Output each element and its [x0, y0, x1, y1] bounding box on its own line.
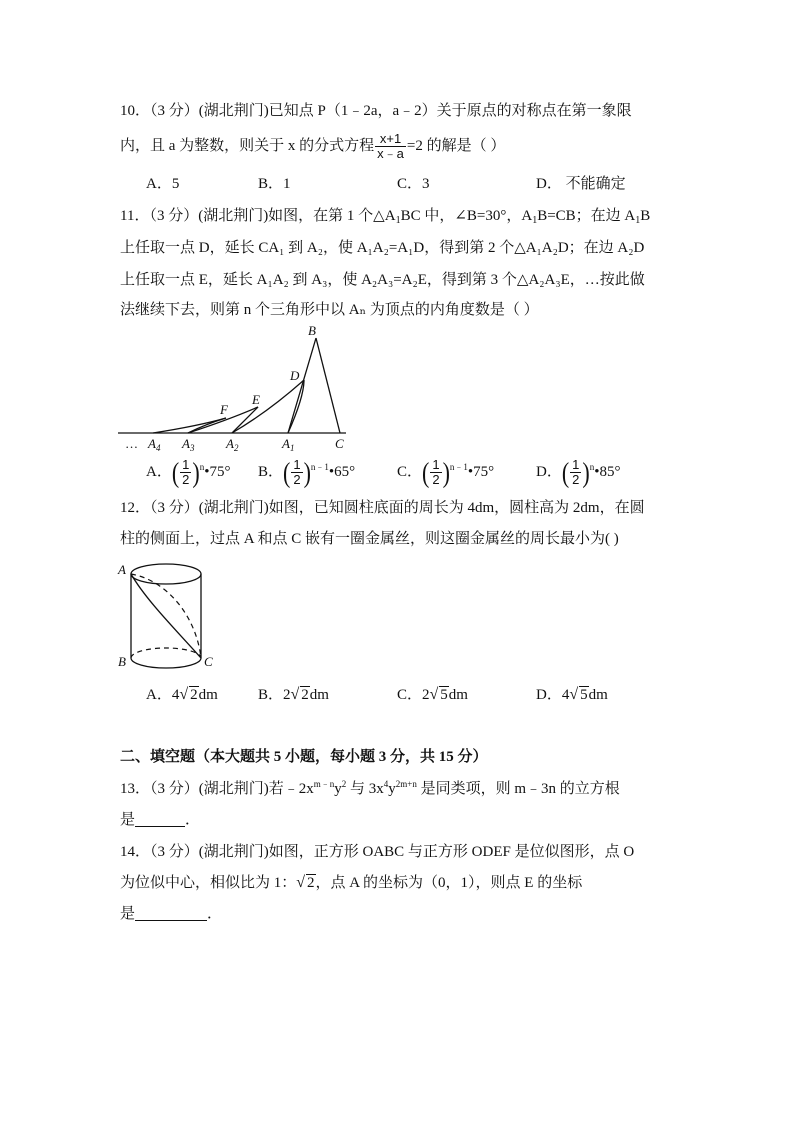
- q11-line1-d: B: [640, 208, 651, 224]
- q13-line1: [120, 779, 620, 799]
- q10-option-b: B．1: [258, 176, 291, 192]
- q12-cylinder-figure: [116, 560, 220, 672]
- radical-sign: √: [296, 874, 306, 891]
- q11-line1-a: 11．（3 分）(湖北荆门)如图，在第 1 个△A: [120, 208, 396, 224]
- q11-option-a-tail: •75°: [204, 463, 231, 480]
- bottom-front-arc: [131, 658, 201, 668]
- q11-line2: 上任取一点 D，延长 CA₁ 到 A₂，使 A₁A₂=A₁D，得到第 2 个△A₁A₂D；在边 A₂D: [120, 240, 645, 256]
- paren-left: (: [422, 455, 430, 489]
- radicand: 2: [301, 687, 309, 703]
- q13-text-d: y: [388, 781, 396, 797]
- segment-a4f: [153, 418, 226, 433]
- q13-line2: [120, 810, 200, 830]
- q11-option-b-letter: B．: [258, 463, 284, 480]
- coefficient: 4: [171, 687, 180, 703]
- coefficient: 2: [283, 687, 291, 703]
- label-a2: $A_2$: [226, 436, 239, 453]
- q11-option-a: [146, 455, 231, 489]
- q14-line3-post: ．: [207, 906, 223, 922]
- segment-ba1: [288, 338, 316, 433]
- q12-option-c-letter: C．: [397, 687, 423, 703]
- q11-line3: 上任取一点 E，延长 A₁A₂ 到 A₃，使 A₂A₃=A₂E，得到第 3 个△A₂A₃E，…按此做: [120, 272, 645, 288]
- q11-sub-1a: 1: [395, 215, 401, 226]
- q11-line4: 法继续下去，则第 n 个三角形中以 Aₙ 为顶点的内角度数是（ ）: [120, 302, 539, 318]
- q11-option-d-letter: D．: [536, 463, 562, 480]
- denominator: 2: [432, 472, 440, 487]
- q12-line2: 柱的侧面上，过点 A 和点 C 嵌有一圈金属丝，则这圈金属丝的周长最小为( ): [120, 531, 619, 547]
- numerator: 1: [572, 457, 580, 472]
- exponent: n﹣1: [310, 461, 329, 472]
- radical-sign: √: [179, 686, 189, 703]
- q11-option-c-fraction: [430, 458, 441, 487]
- q11-option-d: [536, 455, 621, 489]
- label-b: B: [308, 323, 316, 338]
- label-a1: $A_1$: [282, 436, 295, 453]
- q13-answer-blank[interactable]: [135, 810, 185, 827]
- label-b: B: [118, 654, 126, 669]
- q11-sub-1b: 1: [532, 215, 538, 226]
- label-ellipsis: …: [126, 436, 138, 451]
- q13-exp-3: 4: [383, 779, 389, 789]
- bottom-back-arc: [131, 648, 201, 658]
- exponent: n﹣1: [449, 461, 468, 472]
- q11-line1-c: B=CB；在边 A: [537, 208, 636, 224]
- q13-exp-2: 2: [341, 779, 347, 789]
- q11-option-b: [258, 455, 356, 489]
- segment-bc: [316, 338, 340, 433]
- q12-option-b-letter: B．: [258, 687, 284, 703]
- q11-option-b-fraction: [291, 458, 302, 487]
- denominator: 2: [293, 472, 301, 487]
- q12-line1: 12．（3 分）(湖北荆门)如图，已知圆柱底面的周长为 4dm，圆柱高为 2dm，在圆: [120, 500, 645, 516]
- unit: dm: [448, 687, 468, 703]
- wire-front: [131, 574, 201, 658]
- q11-option-d-tail: •85°: [594, 463, 621, 480]
- paren-right: ): [442, 455, 450, 489]
- q11-option-a-fraction: [180, 458, 191, 487]
- q14-radicand: 2: [307, 875, 315, 891]
- radical-sign: √: [429, 686, 439, 703]
- radicand: 2: [190, 687, 198, 703]
- denominator: 2: [572, 472, 580, 487]
- q13-text-b: y: [334, 781, 342, 797]
- paren-right: ): [192, 455, 200, 489]
- wire-back: [131, 574, 201, 658]
- paren-left: (: [283, 455, 291, 489]
- q13-text-e: 是同类项，则 m﹣3n 的立方根: [416, 781, 620, 797]
- radicand: 5: [580, 687, 588, 703]
- q13-exp-4: 2m+n: [395, 779, 417, 789]
- paren-right: ): [303, 455, 311, 489]
- denominator: 2: [182, 472, 190, 487]
- label-a4: $A_4$: [148, 436, 161, 453]
- label-c: C: [204, 654, 213, 669]
- q10-option-a: A．5: [146, 176, 180, 192]
- q14-line2: [120, 873, 582, 893]
- q10-line2-end: =2 的解是（ ）: [406, 137, 506, 154]
- exponent: n: [199, 461, 205, 472]
- radical-sign: √: [290, 686, 300, 703]
- unit: dm: [309, 687, 329, 703]
- exponent: n: [589, 461, 595, 472]
- q11-option-a-letter: A．: [146, 463, 172, 480]
- q11-option-c: [397, 455, 495, 489]
- q14-line3: [120, 904, 222, 924]
- numerator: 1: [182, 457, 190, 472]
- coefficient: 4: [561, 687, 570, 703]
- label-e: E: [252, 392, 260, 407]
- numerator: 1: [293, 457, 301, 472]
- unit: dm: [198, 687, 218, 703]
- q14-line3-pre: 是: [120, 906, 136, 922]
- q14-line1: 14．（3 分）(湖北荆门)如图，正方形 OABC 与正方形 ODEF 是位似图形，点 O: [120, 844, 635, 860]
- q10-line1: 10．（3 分）(湖北荆门)已知点 P（1﹣2a，a﹣2）关于原点的对称点在第一象限: [120, 103, 632, 119]
- unit: dm: [588, 687, 608, 703]
- q10-option-d: D． 不能确定: [536, 176, 626, 192]
- q12-option-b: [258, 685, 329, 705]
- q12-option-d-letter: D．: [536, 687, 562, 703]
- segment-a2d: [232, 380, 304, 433]
- q14-answer-blank[interactable]: [135, 904, 207, 921]
- label-a3: $A_3$: [182, 436, 195, 453]
- radicand: 5: [440, 687, 448, 703]
- label-a: A: [118, 562, 126, 577]
- q10-line2: [120, 132, 505, 161]
- paren-left: (: [561, 455, 570, 489]
- top-ellipse: [131, 564, 201, 584]
- segment-a2e: [232, 407, 258, 433]
- q10-fraction: [375, 132, 406, 161]
- label-d: D: [290, 368, 300, 383]
- q13-exp-1: m﹣n: [313, 779, 335, 789]
- q11-option-c-letter: C．: [397, 463, 423, 480]
- q10-option-c: C．3: [397, 176, 430, 192]
- q13-line2-pre: 是: [120, 812, 136, 828]
- paren-right: ): [582, 455, 590, 489]
- q13-line2-post: ．: [185, 812, 201, 828]
- q14-line2-pre: 为位似中心，相似比为 1：: [120, 875, 297, 891]
- q11-triangle-figure: [118, 322, 358, 454]
- q12-option-d: [536, 685, 608, 705]
- q11-line1-b: BC 中，∠B=30°，A: [400, 208, 533, 224]
- q10-line2-text: 内，且 a 为整数，则关于 x 的分式方程: [120, 137, 375, 154]
- q11-sub-1c: 1: [635, 215, 641, 226]
- q11-option-b-tail: •65°: [328, 463, 356, 480]
- section-2-title: 二、填空题（本大题共 5 小题，每小题 3 分，共 15 分）: [120, 749, 488, 765]
- q11-line1: [120, 206, 650, 226]
- radical-sign: √: [569, 686, 579, 703]
- coefficient: 2: [422, 687, 430, 703]
- q11-option-c-tail: •75°: [467, 463, 495, 480]
- q10-fraction-numerator: x+1: [375, 132, 406, 147]
- q10-fraction-denominator: x﹣a: [377, 146, 404, 161]
- q14-line2-post: ，点 A 的坐标为（0，1），则点 E 的坐标: [315, 875, 583, 891]
- q12-option-a-letter: A．: [146, 687, 172, 703]
- paren-left: (: [171, 455, 180, 489]
- numerator: 1: [432, 457, 440, 472]
- q13-text-c: 与 3x: [346, 781, 384, 797]
- label-c: C: [335, 436, 344, 451]
- q11-option-d-fraction: [570, 458, 581, 487]
- q13-text-a: 13．（3 分）(湖北荆门)若﹣2x: [120, 781, 314, 797]
- q12-option-c: [397, 685, 468, 705]
- label-f: F: [220, 402, 228, 417]
- q12-option-a: [146, 685, 218, 705]
